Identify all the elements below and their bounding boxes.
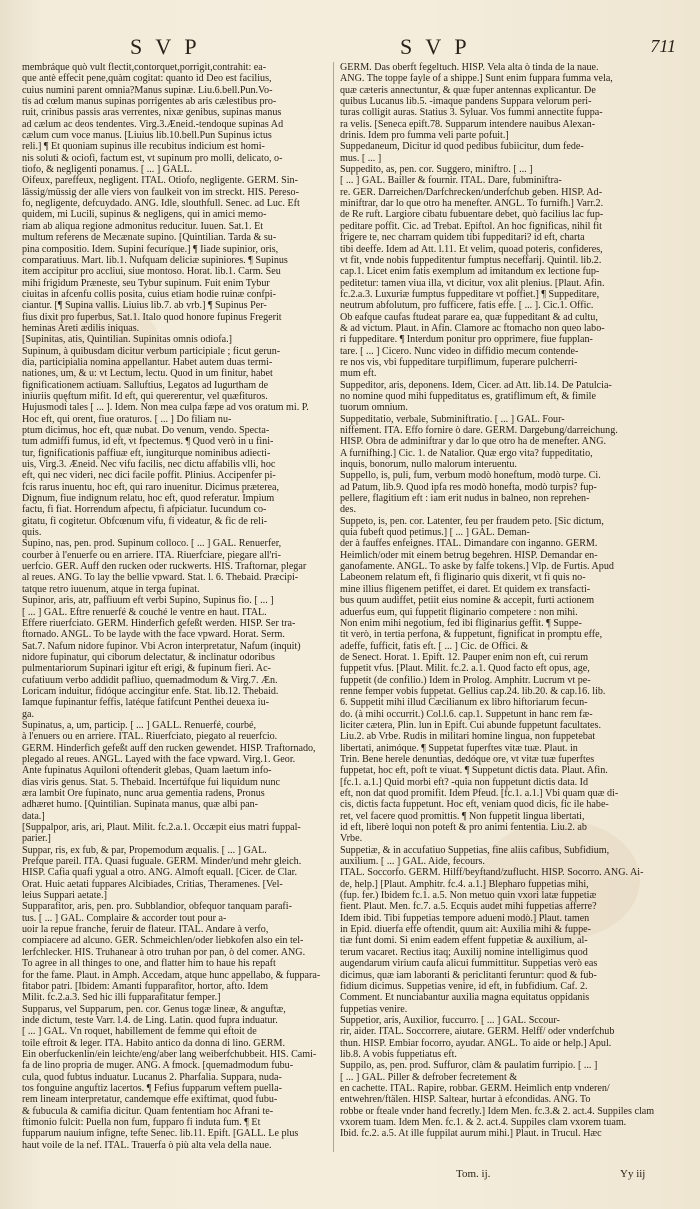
text-line: re nos vis, vbi fuppeditare turpiflimum, fuperare pulcherri- xyxy=(340,356,578,368)
text-line: HISP. Cafia quafi ygual a otro. ANG. Almoft equall. [Cicer. de Clar. xyxy=(22,867,298,879)
text-line: toile eftroit & leger. ITA. Habito antico da donna di lino. GERM. xyxy=(22,1037,285,1049)
text-line: Trin. Bene herele denuntias, dedóque ore, vt vitæ tuæ fuperftes xyxy=(340,753,595,765)
text-line: Supinatus, a, um, particip. [ ... ] GALL. Renuerfé, courbé, xyxy=(22,719,257,731)
text-line: fuppetias venire. xyxy=(340,1003,408,1015)
text-line: ftimonio fulcit: Puella non fum, fupparo fi induta fum. ¶ Et xyxy=(22,1116,261,1128)
text-line: drinis. Idem pro fumma veli parte pofuit.] xyxy=(340,130,509,142)
text-line: adhæret humo. [Quintilian. Supinata manus, quæ albi pan- xyxy=(22,799,259,811)
text-line: tibi deeffe. Idem ad Att. l.11. Et velim, quoad poteris, confideres, xyxy=(340,243,603,255)
text-line: cis, dictis facta fuppetunt. Hoc eft, veniam quod dicis, fic ile habe- xyxy=(340,799,609,811)
text-line: renne femper vobis fuppetat. Gellius cap.24. lib.20. & cap.16. lib. xyxy=(340,685,606,697)
text-line: des. xyxy=(340,504,356,516)
text-line: eft, non dat quod promifit. Idem Pfeud. [fc.1. a.1.] Vbi quam quæ di- xyxy=(340,788,619,799)
text-line: nidore fupinatur, qui ciborum delectatur, & inclinatur odoribus xyxy=(22,651,275,663)
text-line: fitabor patri. [Ibidem: Amanti fupparafitor, hortor, afto. Idem xyxy=(22,980,269,992)
text-line: multum referens de Mecænate supino. [Quintilian. Tarda & su- xyxy=(22,232,277,244)
text-line: augendarum virium caufa alicui fummittitur. Suppetias verò eas xyxy=(340,958,598,970)
text-line: Idem ibid. Tibi fuppetias tempore adueni modò.] Plaut. tamen xyxy=(340,912,590,924)
text-line: al reues. ANG. To lay the bellie vpward. Stat. l. 6. Thebaid. Præcipi- xyxy=(22,572,299,584)
text-line: turas colligit auras. Statius 3. Syluar. Vos fummi annectite fuppa- xyxy=(340,107,603,119)
text-line: dicimus, quæ iam laboranti & periclitanti feruntur: quod & fub- xyxy=(340,969,597,981)
text-line: auxilium. [ ... ] GAL. Aide, fecours. xyxy=(340,856,485,868)
text-line: entwehren/ftälen. HISP. Saltear, hurtar à efcondidas. ANG. To xyxy=(340,1094,591,1106)
text-line: & ad victum. Plaut. in Afin. Clamore ac ftomacho non queo labo- xyxy=(340,322,605,334)
text-line: Effere riuerfciato. GERM. Hinderfich gefeßt werden. HISP. Ser tra- xyxy=(22,617,296,629)
text-line: Supparus, vel Supparum, pen. cor. Genus togæ lineæ, & anguftæ, xyxy=(22,1003,286,1015)
text-line: quia fubeft quod petimus.] [ ... ] GAL. Deman- xyxy=(340,527,530,539)
text-line: ciuitas in afcenfu collis posita, cuius etiam hodie ruinæ confpi- xyxy=(22,288,276,300)
text-line: rem lineam interpretatur, candemque effe exiftimat, quod fubu- xyxy=(22,1094,278,1106)
text-line: tur, fignificationis paffiuæ eft, iungiturque nominibus adiecti- xyxy=(22,447,271,459)
text-line: tatque retro iuuenum, atque in terga fupinat. xyxy=(22,583,200,595)
text-line: [fc.1. a.1.] Quid morbi eft? -quia non fuppetunt dictis data. Id xyxy=(340,776,589,788)
text-line: membráque quò vult flectit,contorquet,porrigit,contrahit: ea- xyxy=(22,62,267,73)
text-line: tos fonguine anguftiz lacertos. ¶ Fefius fupparum veftem puella- xyxy=(22,1082,282,1094)
text-line: nationes, um, & u: vt Lectum, lectu. Quod in um finitur, habet xyxy=(22,368,273,380)
text-line: ptum dicimus, hoc eft, quæ nubat. Do venum, vendo. Specta- xyxy=(22,425,270,436)
text-line: A furnifhing.] Cic. 1. de Natalior. Quæ ergo vita? fuppeditatio, xyxy=(340,447,593,459)
text-line: ftornado. ANGL. To be layde with the face vpward. Horat. Serm. xyxy=(22,629,285,641)
text-line: ad Patum, lib.9. Quod ipfa res modò honefta, modò turpis? fup- xyxy=(340,481,597,493)
text-line: fuppetat, hoc eft, poft te viuat. ¶ Suppetunt dictis data. Plaut. Afin. xyxy=(340,765,608,777)
text-line: mihi frigidum Præneste, seu Tybur supinum. Fuit enim Tybur xyxy=(22,277,270,289)
text-line: Suppetiæ, & in accufatiuo Suppetias, fine aliis cafibus, Subfidium, xyxy=(340,844,610,856)
text-line: [ ... ] GAL. Piller & defrober fecretement & xyxy=(340,1071,518,1083)
text-line: [ ... ] GAL. Vn roquet, habillement de femme qui eftoit de xyxy=(22,1026,257,1038)
text-line: Vrbe. xyxy=(340,833,363,845)
text-line: peditetur: tamen viua illa, vt dicitur, vox alit plenius. [Plaut. Afin. xyxy=(340,277,605,289)
text-line: dias viris genus. Stat. 5. Thebaid. Incertúfque fui liquidum nunc xyxy=(22,776,280,788)
text-line: vt fit, vnde nobis fuppeditentur fumptus neceffarij. Quintil. lib.2. xyxy=(340,254,602,266)
text-line: uerfcio. GER. Auff den rucken oder ruckwerts. HIS. Traftornar, plegar xyxy=(22,561,307,573)
catchword: Yy iij xyxy=(620,1168,646,1180)
text-line: neutrum abfolutum, pro fufficere, fatis effe. [ ... ]. Cic.1. Offic. xyxy=(340,300,594,312)
text-line: GERM. Das oberft fegeltuch. HISP. Vela alta ò tinda de la naue. xyxy=(340,62,599,73)
text-line: ganofamente. ANGL. To aske by falfe tokens.] Vlp. de Furtis. Apud xyxy=(340,561,614,573)
text-line: adeffe, fufficit, fatis eft. [ ... ] Cic. de Offici. & xyxy=(340,640,529,652)
text-line: Ob eafque caufas ftudeat parare ea, quæ fuppeditant & ad cultu, xyxy=(340,311,598,323)
text-line: parier.] xyxy=(22,833,51,845)
text-line: leius Suppari aetate.] xyxy=(22,890,107,902)
text-line: gitatu, fi cogitetur. Obfcœnum vifu, fi videatur, & fic de reli- xyxy=(22,515,268,527)
text-line: in Epid. diuerfa effe oftendit, quum ait: Auxilia mihi & fuppe- xyxy=(340,924,591,936)
text-line: reli.] ¶ Et quoniam supinus ille recubitus indicium est homi- xyxy=(22,141,265,153)
text-line: Suppello, is, puli, fum, verbum modò honeftum, modò turpe. Ci. xyxy=(340,470,601,482)
text-line: id eft, liberè loqui non poteft & pro animi fententia. Liu.2. ab xyxy=(340,822,587,834)
text-line: Suppedaneum, Dicitur id quod pedibus fubiicitur, dum fede- xyxy=(340,141,584,153)
text-line: lässig/müssig der alle viers von faulkeit von im streckt. HIS. Pereso- xyxy=(22,186,299,198)
running-head-right: S V P xyxy=(400,34,471,59)
text-line: Suppar, ris, ex fub, & par, Propemodum æqualis. [ ... ] GAL. xyxy=(22,844,267,856)
text-line: (fup. fer.) Ibidem fc.1. a.5. Non metuo quin vxori latæ fuppetiæ xyxy=(340,890,597,902)
text-line: Sat.7. Nafum nidore fupinor. Vbi Acron interpretatur, Nafum (inquit) xyxy=(22,640,301,652)
text-line: miniftrar, dar lo que otro ha menefter. ANGL. To furnifh.] Varr.2. xyxy=(340,198,604,210)
text-line: ITAL. Soccorfo. GERM. Hilff/beyftand/zuflucht. HISP. Socorro. ANG. Ai- xyxy=(340,867,644,879)
text-line: do. (à mihi occurrit.) Col.l.6. cap.1. Suppetunt in hanc rem fæ- xyxy=(340,708,593,720)
text-line: pina compositio. Idem. Supini fecuríque.] ¶ Iiade supinior, oris, xyxy=(22,243,279,255)
text-line: Suppedito, as, pen. cor. Suggero, miniftro. [ ... ] xyxy=(340,164,533,176)
text-line: Suppeto, is, pen. cor. Latenter, feu per fraudem peto. [Sic dictum, xyxy=(340,515,604,527)
text-line: tiæ funt domi. Si enim eadem effent fuppetiæ & auxilium, al- xyxy=(340,935,588,947)
text-line: Supinor, aris, atr, paffiuum eft verbi Supino, Supinus fio. [ ... ] xyxy=(22,595,274,607)
text-line: niffement. ITA. Effo fornire ò dare. GERM. Dargebung/darreichung. xyxy=(340,425,618,436)
text-line: ra velis. [Seneca epift.78. Supparum intendere nauibus Alexan- xyxy=(340,118,596,130)
text-line: libertati, animóque. ¶ Suppetat fuperftes vitæ tuæ. Plaut. in xyxy=(340,742,578,754)
text-line: comparatiuus. Mart. lib.1. Nufquam deliciæ supiniores. ¶ Supinus xyxy=(22,254,288,266)
text-line: pellere, flagitium eft : iam erit nudus in balneo, non reprehen- xyxy=(340,493,590,505)
text-line: factu, fi fiat. Horrendum afpectu, fi afpiciatur. Iucundum co- xyxy=(22,504,267,516)
text-line: mus. [ ... ] xyxy=(340,152,382,164)
text-line: Hujusmodi tales [ ... ]. Idem. Non mea culpa fæpe ad vos oratum mi. P. xyxy=(22,402,309,414)
text-line: heminas Areti ædilis iniquas. xyxy=(22,322,140,334)
text-line: uis, Virg.3. Æneid. Nec vifu facilis, nec dictu affabilis vlli, hoc xyxy=(22,459,276,471)
text-line: tit verò, in tertia perfona, & fuppetunt, fignificat in promptu effe, xyxy=(340,629,603,641)
text-line: Loricam induitur, fidóque accingitur enfe. Stat. lib.12. Thebaid. xyxy=(22,685,279,697)
text-line: à l'enuers ou en arriere. ITAL. Riuerfciato, piegato al reuerfcio. xyxy=(22,731,278,743)
text-line: tiofo, & negligenti ponamus. [ ... ] GALL. xyxy=(22,164,193,176)
text-line: thun. HISP. Embiar focorro, ayudar. ANGL. To aide or help.] Apul. xyxy=(340,1037,612,1049)
text-line: Heimlich/oder mit einem betrug begehren. HISP. Demandar en- xyxy=(340,549,598,561)
running-head-left: S V P xyxy=(130,34,201,59)
text-line: que antè effecit pene,quàm cogitat: quanto id Deo est facilius, xyxy=(22,73,272,85)
signature-mark: Tom. ij. xyxy=(456,1168,491,1180)
text-line: cula, quod fubtus induatur. Lucanus 2. Pharfalia. Suppara, nuda- xyxy=(22,1071,282,1083)
text-line: HISP. Obra de adminiftrar y dar lo que otro ha de menefter. ANG. xyxy=(340,436,607,448)
text-line: To agree in all thinges to one, and flatter him to haue his repaft xyxy=(22,958,276,970)
text-line: tuorum omnium. xyxy=(340,402,408,414)
text-line: en cachette. ITAL. Rapire, robbar. GERM. Heimlich entp vnderen/ xyxy=(340,1082,610,1094)
text-line: courber à l'enuerfe ou en arriere. ITA. Riuerfciare, piegare all'ri- xyxy=(22,549,281,561)
text-line: tum admiffi fumus, id eft, vt fpectemus. ¶ Quod verò in u fini- xyxy=(22,436,274,448)
text-line: bus quum audiffet, petiit eius nomine & accepit, furti actionem xyxy=(340,595,595,607)
text-line: quibus Lucanus lib.5. -imaque pandens Suppara velorum peri- xyxy=(340,96,592,108)
text-line: & fubucula & camifia dicitur. Quam fententiam hoc Afrani te- xyxy=(22,1105,274,1117)
text-line: Suppeditatio, verbale, Subminiftratio. [ ... ] GAL. Four- xyxy=(340,413,565,425)
text-line: for the fame. Plaut. in Amph. Accedam, atque hunc appellabo, & fuppara- xyxy=(22,969,321,981)
text-line: inquis, bonorum, nullo malorum interuentu. xyxy=(340,459,517,471)
text-line: quidem, mi Lucili, supinus & negligens, qui in amici memo- xyxy=(22,209,267,221)
text-line: pulmentariorum Supinari igitur eft erigi, & fupinum fieri. Ac- xyxy=(22,663,271,675)
text-line: ga. xyxy=(22,708,35,720)
text-line: eft, qui nec videri, nec dici facile poffit. Plinius. Accipenfer pi- xyxy=(22,470,276,482)
page-number: 711 xyxy=(650,36,676,56)
text-line: Suppetior, aris, Auxilior, fuccurro. [ ... ] GAL. Sccour- xyxy=(340,1014,560,1026)
text-line: tis ad cœlum manus supinas porrigentes ab aris cælestibus pro- xyxy=(22,96,277,108)
text-line: frigere te, nec charram quidem tibi fuppeditari? id eft, charta xyxy=(340,232,585,244)
text-line: cap.1. Licet enim fatis exemplum ad imitandum ex lectione fup- xyxy=(340,266,600,278)
text-line: data.] xyxy=(22,810,45,822)
text-line: cælum cum voce manus. [Liuius lib.10.bell.Pun Supinus ictus xyxy=(22,130,272,142)
text-line: robbe or fteale vnder hand fecretly.] Idem Men. fc.3.& 2. act.4. Suppiles clam xyxy=(340,1105,655,1117)
text-line: Dignum, fiue indignum relatu, hoc eft, quod referatur. Impium xyxy=(22,493,275,505)
text-line: fient. Plaut. Men. fc.7. a.5. Ecquis audet mihi fuppetias afferre? xyxy=(340,901,597,913)
text-line: Orat. Huic aetati fuppares Alcibiades, Critias, Theramenes. [Vel- xyxy=(22,878,283,890)
text-line: fuppetit (de confilio.) Idem in Prolog. Amphitr. Lucrum vt pe- xyxy=(340,674,591,686)
text-line: fius dixit pro fuperbus, Sat.1. Italo quod honore fupinus Fregerit xyxy=(22,311,282,323)
text-line: Liu.2. ab Vrbe. Rudis in militari homine lingua, non fuppetebat xyxy=(340,731,596,743)
text-line: quæ cæteris annectuntur, & quæ fuper antennas explicantur. De xyxy=(340,84,596,96)
column-divider xyxy=(333,62,334,1152)
text-line: uoir la repue franche, feruir de flateur. ITAL. Andare à verfo, xyxy=(22,924,269,936)
text-line: Supparafitor, aris, pen. pro. Subblandior, obfequor tanquam parafi- xyxy=(22,901,292,913)
text-line: de Re ruft. Largiore cibatu fubuentare debet, quò facilius lac fup- xyxy=(340,209,604,221)
text-line: fa de lino propria de muger. ANG. A fmock. [quemadmodum fubu- xyxy=(22,1060,294,1072)
text-line: [ ... ] GAL. Bailler & fournir. ITAL. Dare, fubminiftra- xyxy=(340,175,562,187)
text-line: ret, vel facere quod promittis. ¶ Non fuppetit lingua libertati, xyxy=(340,810,585,822)
text-line: no nomine quod mihi fuppeditatus es, gratiflimum eft, & fimile xyxy=(340,390,596,402)
text-line: Comment. Et nunciabantur auxilia magna equitatus oppidanis xyxy=(340,992,590,1004)
text-line: de Senect. Horat. 1. Epift. 12. Pauper enim non eft, cui rerum xyxy=(340,651,589,663)
text-line: Labeonem relatum eft, fi fliginario quis dixerit, vt fi quis no- xyxy=(340,572,586,584)
text-line: fignificationem actiuam. Salluftius, Legatos ad Iugurtham de xyxy=(22,379,269,391)
text-line: [ ... ] GAL. Eftre renuerfé & couché le ventre en haut. ITAL. xyxy=(22,606,267,618)
text-line: ad cælum ac deos tendentes. Virg.3.Æneid.-tendoque supinas Ad xyxy=(22,118,284,130)
text-line: Supino, nas, pen. prod. Supinum colloco. [ ... ] GAL. Renuerfer, xyxy=(22,538,282,550)
text-line: re. GER. Darreichen/Darfchrecken/underfchub geben. HISP. Ad- xyxy=(340,186,603,198)
text-line: fcis rarus inuentu, hoc eft, qui raro inuenitur. Dicimus præterea, xyxy=(22,481,280,493)
text-line: fidium dicimus. Suppetias venire, id eft, in fubfidium. Caf. 2. xyxy=(340,980,588,992)
text-line: tus. [ ... ] GAL. Complaire & accorder tout pour a- xyxy=(22,912,227,924)
left-column xyxy=(22,62,327,1157)
text-line: ciantur. [¶ Supina vallis. Liuius lib.7. ab vrb.] ¶ Supinus Per- xyxy=(22,300,267,312)
text-line: cuius numini parent omnia?Manus supinæ. Liu.6.bell.Pun.Vo- xyxy=(22,84,273,96)
text-line: plegado al reues. ANGL. Layed with the face vpward. Virg.1. Geor. xyxy=(22,753,296,765)
text-line: item accipitur pro accliui, siue montoso. Horat. lib.1. Carm. Seu xyxy=(22,266,281,278)
text-line: Ibid. fc.2. a.5. At ille fuppilat aurum mihi.] Plaut. in Trucul. Hæc xyxy=(340,1128,602,1140)
text-line: peditare poffit. Cic. ad Trebat. Epiftol. An hoc fignificas, nihil fit xyxy=(340,220,602,232)
right-column xyxy=(340,62,678,1157)
text-line: terum vacaret. Rectius itaq; Auxilij nomine intelligimus quod xyxy=(340,946,588,958)
text-line: cufatiuum verbo addidit pafliuo, quemadmodum & Virg.7. Æn. xyxy=(22,674,278,686)
text-line: vxorem tuam. Idem Men. fc.1. & 2. act.4. Suppiles clam vxorem tuam. xyxy=(340,1116,627,1128)
text-line: ri fuppeditare. ¶ Interdum ponitur pro opprimere, fiue fupplan- xyxy=(340,334,593,346)
text-line: lerfchlecker. HIS. Truhanear à otro truhan por pan, ò del comer. ANG. xyxy=(22,946,306,958)
text-line: riam ab aliqua regione admonitus reducitur. Iuuen. Sat.1. Et xyxy=(22,220,264,232)
text-line: Prefque pareil. ITA. Quasi fuguale. GERM. Minder/und mehr gleich. xyxy=(22,856,302,868)
text-line: inde dictum, teste Varr. l.4. de Ling. Latin. quod fupra induatur. xyxy=(22,1014,278,1026)
text-line: Non enim mihi negotium, fed ibi fliginarius geffit. ¶ Suppe- xyxy=(340,617,582,629)
text-line: quis. xyxy=(22,527,42,539)
text-line: Milit. fc.2.a.3. Sed hic illi fupparafitatur femper.] xyxy=(22,992,221,1004)
text-line: Iamque fupinantur feffis, latéque fatifcunt Penthei deuexa iu- xyxy=(22,697,270,709)
text-line: de, help.] [Plaut. Amphitr. fc.4. a.1.] Blepharo fuppetias mihi, xyxy=(340,878,589,890)
text-line: fupparum nauium infigne, tefte Senec. lib.11. Epift. [GALL. Le plus xyxy=(22,1128,299,1140)
text-line: Supinum, à quibusdam dicitur verbum participiale ; ficut gerun- xyxy=(22,345,281,357)
text-line: fc.2.a.3. Luxuriæ fumptus fuppeditare vt poffiet.] ¶ Suppeditare, xyxy=(340,288,600,300)
text-line: Suppilo, as, pen. prod. Suffuror, clàm & paulatim furripio. [ ... ] xyxy=(340,1060,598,1072)
text-line: dia, participialia nomina appellantur. Habet autem duas termi- xyxy=(22,356,273,368)
text-line: tare. [ ... ] Cicero. Nunc video in diffidio mecum contende- xyxy=(340,345,579,357)
text-line: Hoc eft, qui orent, fiue oraturos. [ ... ] Do filiam nu- xyxy=(22,413,232,425)
text-line: aduerfus eum, qui fuppetit fliginario competere : non mihi. xyxy=(340,606,578,618)
text-line: [Suppalpor, aris, ari, Plaut. Milit. fc.2.a.1. Occæpit eius matri fuppal- xyxy=(22,822,301,834)
text-line: Oifeux, pareffeux, negligent. ITAL. Otiofo, negligente. GERM. Sin- xyxy=(22,175,298,187)
text-line: ANG. The toppe fayle of a shippe.] Sunt enim fuppara fumma vela, xyxy=(340,73,613,85)
text-line: Suppeditor, aris, deponens. Idem, Cicer. ad Att. lib.14. De Patulcia- xyxy=(340,379,612,391)
text-line: æra lambit Ore fupinato, nunc arua gementia radens, Pronus xyxy=(22,788,265,799)
text-line: GERM. Hinderfich gefeßt auff den rucken gewendet. HISP. Traftornado, xyxy=(22,742,316,754)
text-line: nis soluti & ociofi, factum est, vt supinum pro molli, delicato, o- xyxy=(22,152,283,164)
text-line: Ante fupinatus Aquiloni oftenderit glebas, Quam laetum info- xyxy=(22,765,272,777)
text-line: ruit, crinibus passis aras verrentes, nixæ genibus, supinas manus xyxy=(22,107,282,119)
text-line: haut voile de la nef. ITAL. Trauerfa ò più alta vela della naue. xyxy=(22,1139,272,1151)
text-line: der à fauffes enfeignes. ITAL. Dimandare con inganno. GERM. xyxy=(340,538,598,550)
text-line: [Supinitas, atis, Quintilian. Supinitas omnis odiofa.] xyxy=(22,334,232,346)
text-line: fuppetit vfus. [Plaut. Milit. fc.2. a.1. Quod facto eft opus, age, xyxy=(340,663,590,675)
text-line: Ein oberfuckenlin/ein leichte/eng/aber lang weiberfchubbeit. HIS. Cami- xyxy=(22,1048,317,1060)
text-line: iniuriis quęftum mifit. Id eft, qui quererentur, vel quæfituros. xyxy=(22,390,268,402)
text-line: rir, aider. ITAL. Soccorrere, aiutare. GERM. Helff/ oder vnderfchub xyxy=(340,1026,615,1038)
text-line: mine illius fligenem petiffet, ei daret. Et quidem ex transfacti- xyxy=(340,583,591,595)
text-line: fo, negligente, defcuydado. ANG. Idle, slouthfull. Senec. ad Luc. Eft xyxy=(22,198,300,210)
text-line: lib.8. A vobis fuppetiatus eft. xyxy=(340,1048,457,1060)
text-line: liciter cætera, Plin. lun in Epift. Cui abunde fuppetunt facultates. xyxy=(340,719,601,731)
text-line: 6. Suppetit mihi illud Cæcilianum ex libro hiftoriarum fecun- xyxy=(340,697,588,709)
text-line: compiacere ad alcuno. GER. Schmeichlen/oder liebkofen also ein tel- xyxy=(22,935,304,947)
text-line: mum eft. xyxy=(340,368,377,380)
